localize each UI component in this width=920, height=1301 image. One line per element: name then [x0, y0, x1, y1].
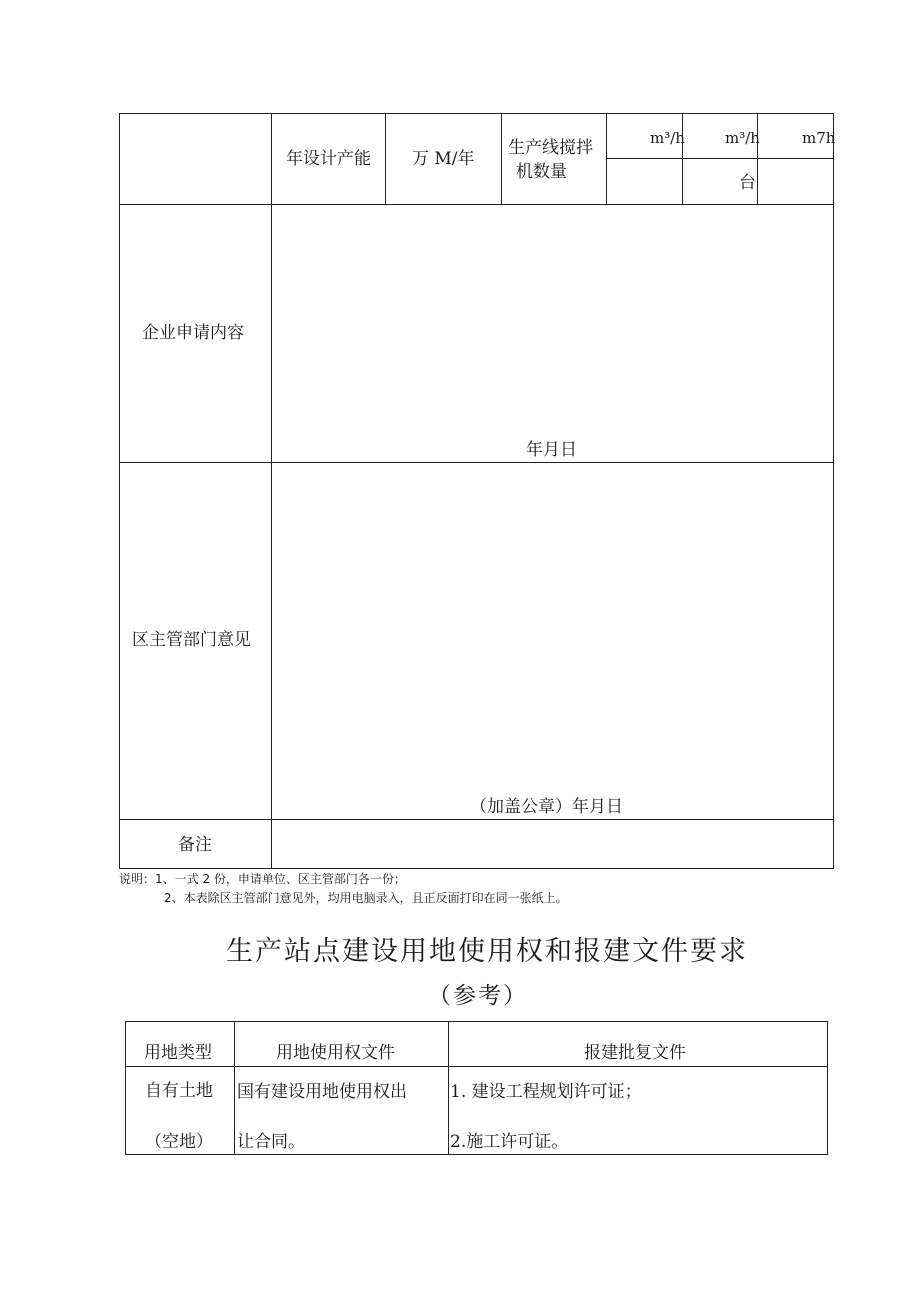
form-label-column-divider	[271, 113, 272, 869]
ref-header-approval-docs: 报建批复文件	[584, 1043, 686, 1063]
ref-approval-line1: 1. 建设工程规划许可证；	[450, 1082, 642, 1102]
mixer-unit-c: m7h	[802, 129, 836, 147]
ref-header-land-right-docs: 用地使用权文件	[276, 1043, 395, 1063]
form-col-divider-2	[501, 113, 502, 205]
capacity-label: 年设计产能	[286, 149, 371, 169]
form-row3-bottom	[119, 819, 834, 820]
district-opinion-label: 区主管部门意见	[132, 630, 251, 650]
mixer-count-label-line2: 机数量	[516, 162, 567, 182]
note-line-2: 2、本表除区主管部门意见外，均用电脑录入，且正反面打印在同一张纸上。	[164, 891, 568, 905]
application-date: 年月日	[526, 440, 577, 460]
section-title: 生产站点建设用地使用权和报建文件要求	[226, 936, 748, 967]
ref-approval-line2: 2.施工许可证。	[450, 1132, 569, 1152]
ref-col-divider-1	[234, 1021, 235, 1155]
mixer-unit-b: m³/h	[725, 129, 760, 147]
form-unit-row-divider	[606, 158, 834, 159]
ref-land-right-line1: 国有建设用地使用权出	[237, 1082, 407, 1102]
section-subtitle: （参考）	[428, 983, 528, 1009]
form-border-left	[119, 113, 120, 869]
form-border-right	[833, 113, 834, 869]
ref-land-type-line1: 自有土地	[145, 1081, 213, 1101]
mixer-unit-a: m³/h	[650, 129, 685, 147]
form-col-divider-1	[385, 113, 386, 205]
opinion-stamp-date: （加盖公章）年月日	[470, 797, 623, 817]
remarks-label: 备注	[178, 835, 212, 855]
form-row1-bottom	[119, 204, 834, 205]
ref-border-right	[827, 1021, 828, 1155]
ref-border-left	[125, 1021, 126, 1155]
form-col-divider-3	[606, 113, 607, 205]
form-border-bottom	[119, 868, 834, 869]
ref-header-land-type: 用地类型	[144, 1043, 212, 1063]
ref-col-divider-2	[448, 1021, 449, 1155]
ref-land-type-line2: （空地）	[145, 1132, 213, 1152]
mixer-count-label-line1: 生产线搅拌	[508, 138, 593, 158]
form-border-top	[119, 113, 834, 114]
ref-land-right-line2: 让合同。	[237, 1132, 305, 1152]
note-line-1: 说明：1、一式 2 份，申请单位、区主管部门各一份；	[119, 872, 406, 886]
ref-border-bottom	[125, 1154, 828, 1155]
mixer-count-unit: 台	[739, 173, 756, 193]
application-content-label: 企业申请内容	[142, 323, 244, 343]
ref-border-top	[125, 1021, 828, 1022]
ref-header-bottom	[125, 1066, 828, 1067]
form-row2-bottom	[119, 462, 834, 463]
capacity-unit: 万 M/年	[412, 149, 475, 169]
